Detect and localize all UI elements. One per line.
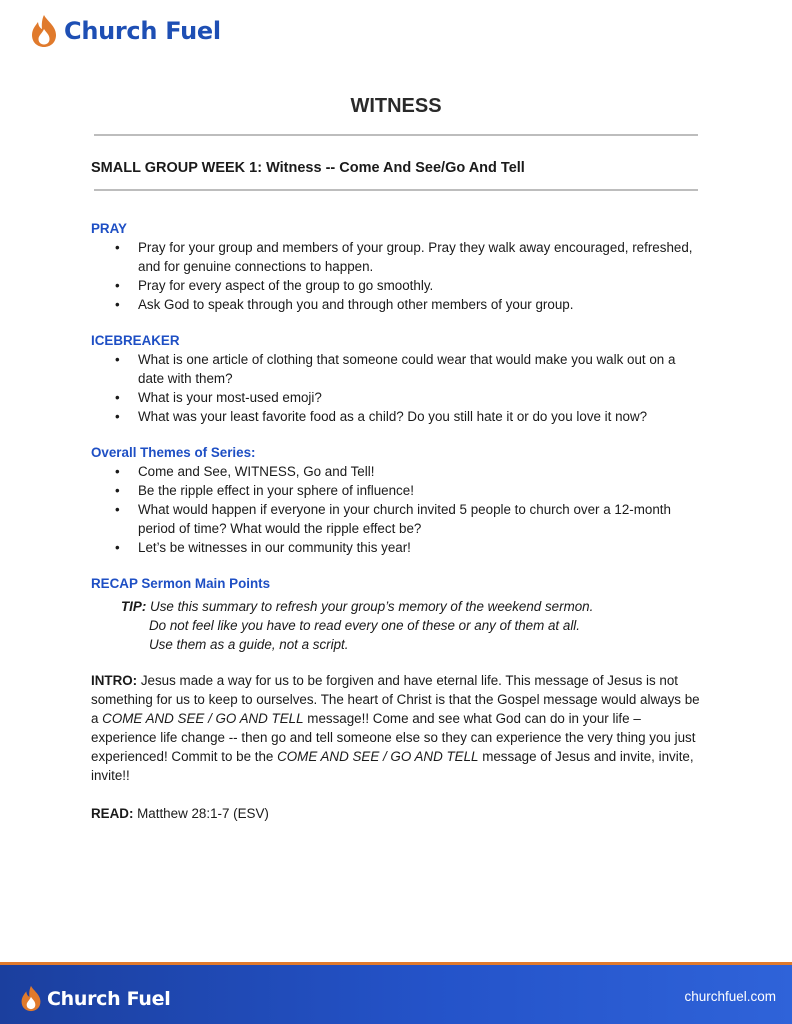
- read-reference: [91, 804, 701, 823]
- intro-text: message of Jesus and invite, invite, invite!!: [91, 749, 694, 783]
- tip-note: [121, 597, 601, 654]
- intro-emphasis: COME AND SEE / GO AND TELL: [102, 711, 304, 726]
- list-item: • Let’s be witnesses in our community this year!: [91, 538, 701, 557]
- read-text: Matthew 28:1-7 (ESV): [133, 806, 269, 821]
- list-item: • Ask God to speak through you and through other members of your group.: [91, 295, 701, 314]
- intro-text: Jesus made a way for us to be forgiven and have eternal life. This message of Jesus is not something for us to keep to ourselves. The heart of Christ is that the Gospel message would always be a: [91, 673, 700, 726]
- intro-emphasis: COME AND SEE / GO AND TELL: [277, 749, 479, 764]
- intro-label: INTRO:: [91, 673, 138, 688]
- tip-label: TIP:: [121, 599, 147, 614]
- recap-section: [91, 574, 701, 654]
- pray-section: [91, 219, 701, 314]
- read-label: READ:: [91, 806, 134, 821]
- week-subtitle: SMALL GROUP WEEK 1: Witness -- Come And See/Go And Tell: [91, 160, 525, 176]
- list-item: • Pray for every aspect of the group to go smoothly.: [91, 276, 701, 295]
- list-item: • Be the ripple effect in your sphere of influence!: [91, 481, 701, 500]
- flame-icon: [20, 985, 42, 1012]
- footer-url[interactable]: churchfuel.com: [684, 989, 776, 1004]
- list-item: • Pray for your group and members of your group. Pray they walk away encouraged, refreshed, and for genuine connections to happen.: [91, 238, 701, 276]
- bullet-list: [91, 238, 701, 314]
- flame-icon: [30, 14, 58, 48]
- page-title: WITNESS: [350, 95, 442, 117]
- intro-text: message!! Come and see what God can do in your life – experience life change -- then go and tell someone else so they can experience the very thing you just experienced! Commit to be the: [91, 711, 696, 764]
- list-item: • What is one article of clothing that someone could wear that would make you walk out on a date with them?: [91, 350, 701, 388]
- header-logo: [30, 14, 221, 48]
- footer-bar: [0, 962, 792, 1024]
- list-item: • What was your least favorite food as a child? Do you still hate it or do you love it now?: [91, 407, 701, 426]
- brand-name: Church Fuel: [64, 17, 221, 45]
- tip-text: Use this summary to refresh your group’s memory of the weekend sermon. Do not feel like you have to read every one of these or any of them at all. Use them as a guide, not a script.: [149, 599, 594, 652]
- section-heading: PRAY: [91, 221, 127, 236]
- footer-brand-name: Church Fuel: [47, 987, 171, 1010]
- document-body: [91, 219, 701, 823]
- themes-section: [91, 443, 701, 557]
- bullet-list: [91, 350, 701, 426]
- list-item: • What would happen if everyone in your church invited 5 people to church over a 12-month period of time? What would the ripple effect be?: [91, 500, 701, 538]
- bullet-list: [91, 462, 701, 557]
- icebreaker-section: [91, 331, 701, 426]
- section-heading: RECAP Sermon Main Points: [91, 576, 271, 591]
- intro-paragraph: [91, 671, 701, 785]
- footer-logo: [20, 985, 170, 1012]
- divider: [94, 134, 698, 136]
- list-item: • What is your most-used emoji?: [91, 388, 701, 407]
- section-heading: ICEBREAKER: [91, 333, 180, 348]
- section-heading: Overall Themes of Series:: [91, 445, 256, 460]
- list-item: • Come and See, WITNESS, Go and Tell!: [91, 462, 701, 481]
- divider: [94, 189, 698, 191]
